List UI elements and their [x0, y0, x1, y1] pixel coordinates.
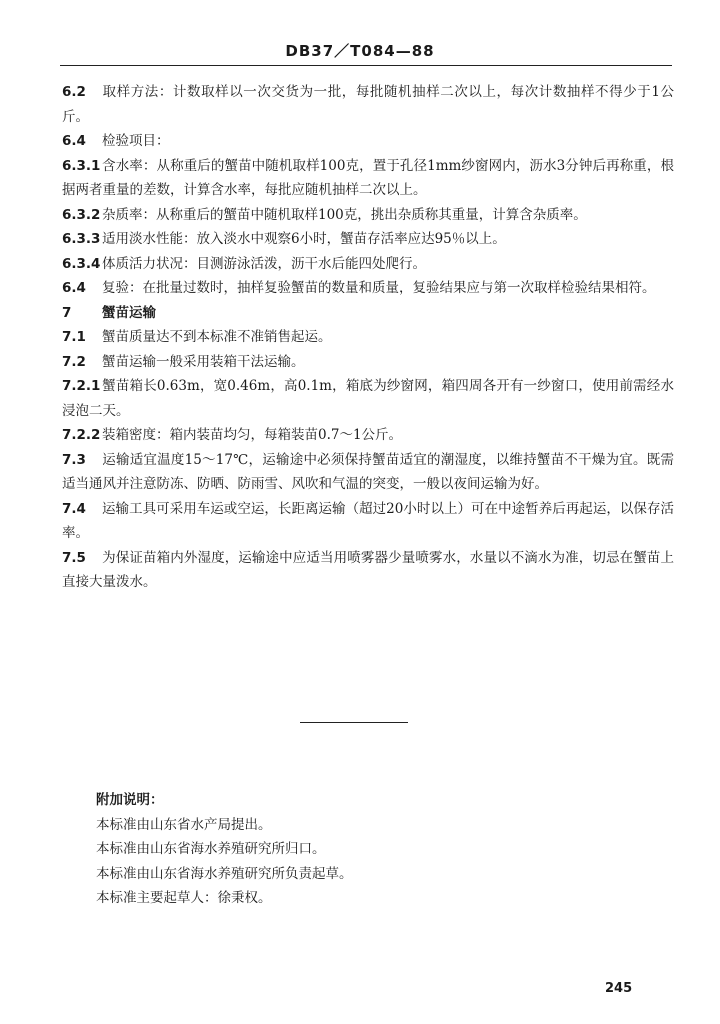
clause-number: 6.4: [62, 280, 86, 296]
clause-text: 检验项目：: [102, 133, 170, 149]
standard-code-header: DB37／T084—88: [285, 42, 435, 60]
clause-7-2: [62, 350, 674, 375]
clause-text: 运输适宜温度15～17℃，运输途中必须保持蟹苗适宜的潮湿度，以维持蟹苗不干燥为宜。既需适当通风并注意防冻、防晒、防雨雪、风吹和气温的突变，一般以夜间运输为好。: [62, 451, 674, 492]
clause-text: 体质活力状况：目测游泳活泼，沥干水后能四处爬行。: [102, 255, 426, 272]
clause-number: 6.3.3: [62, 231, 101, 247]
clause-number: 6.4: [62, 133, 86, 149]
clause-text: 含水率：从称重后的蟹苗中随机取样100克，置于孔径1mm纱窗网内，沥水3分钟后再称重，根据两者重量的差数，计算含水率，每批应随机抽样二次以上。: [62, 157, 674, 198]
clause-number: 7.4: [62, 500, 86, 517]
clause-text: 蟹苗质量达不到本标准不准销售起运。: [102, 329, 332, 345]
clause-7-3: [62, 448, 674, 497]
clause-number: 7.2.2: [62, 427, 101, 443]
clause-text: 装箱密度：箱内装苗均匀，每箱装苗0.7～1公斤。: [102, 427, 403, 443]
clause-text: 蟹苗箱长0.63m，宽0.46m，高0.1m，箱底为纱窗网，箱四周各开有一纱窗口，使用前需经水浸泡二天。: [62, 378, 674, 419]
clause-number: 7.5: [62, 549, 86, 566]
additional-notes: [96, 788, 656, 911]
clause-number: 6.3.1: [62, 157, 101, 174]
clause-7-4: [62, 497, 674, 546]
notes-line: 本标准主要起草人：徐秉权。: [96, 890, 272, 906]
clause-number: 7.3: [62, 451, 86, 468]
clause-text: 运输工具可采用车运或空运，长距离运输（超过20小时以上）可在中途暂养后再起运，以保存活率。: [62, 500, 674, 541]
section-divider: [300, 722, 408, 723]
clause-6-4-items: [62, 129, 674, 154]
clause-number: 6.3.4: [62, 255, 101, 272]
clause-number: 7.2: [62, 353, 86, 370]
body-text: [62, 80, 674, 595]
page-number: 245: [605, 981, 633, 996]
notes-line: 本标准由山东省水产局提出。: [96, 816, 272, 833]
clause-6-3-4: [62, 252, 674, 277]
clause-7-5: [62, 546, 674, 595]
clause-number: 7.1: [62, 329, 86, 345]
section-number: 7: [62, 304, 72, 321]
section-7-title: [62, 301, 674, 326]
clause-number: 6.3.2: [62, 206, 101, 223]
clause-7-2-2: [62, 423, 674, 448]
clause-text: 杂质率：从称重后的蟹苗中随机取样100克，挑出杂质称其重量，计算含杂质率。: [102, 206, 587, 223]
clause-number: 7.2.1: [62, 378, 101, 394]
section-title-text: 蟹苗运输: [102, 304, 156, 321]
clause-6-4-reinspection: [62, 276, 674, 301]
notes-line: 本标准由山东省海水养殖研究所负责起草。: [96, 865, 353, 882]
clause-number: 6.2: [62, 84, 86, 100]
clause-text: 为保证苗箱内外湿度，运输途中应适当用喷雾器少量喷雾水，水量以不滴水为准，切忌在蟹苗上直接大量泼水。: [62, 549, 674, 590]
clause-text: 复验：在批量过数时，抽样复验蟹苗的数量和质量，复验结果应与第一次取样检验结果相符。: [102, 280, 656, 296]
clause-text: 蟹苗运输一般采用装箱干法运输。: [102, 353, 305, 370]
clause-6-3-3: [62, 227, 674, 252]
clause-6-3-2: [62, 203, 674, 228]
notes-line: 本标准由山东省海水养殖研究所归口。: [96, 841, 326, 857]
clause-7-2-1: [62, 374, 674, 423]
header-rule: [60, 65, 672, 66]
clause-7-1: [62, 325, 674, 350]
clause-text: 适用淡水性能：放入淡水中观察6小时，蟹苗存活率应达95％以上。: [102, 231, 506, 247]
clause-6-2: [62, 80, 674, 129]
clause-6-3-1: [62, 154, 674, 203]
notes-title: 附加说明：: [96, 792, 164, 808]
clause-text: 取样方法：计数取样以一次交货为一批，每批随机抽样二次以上，每次计数抽样不得少于1公斤。: [62, 84, 674, 125]
